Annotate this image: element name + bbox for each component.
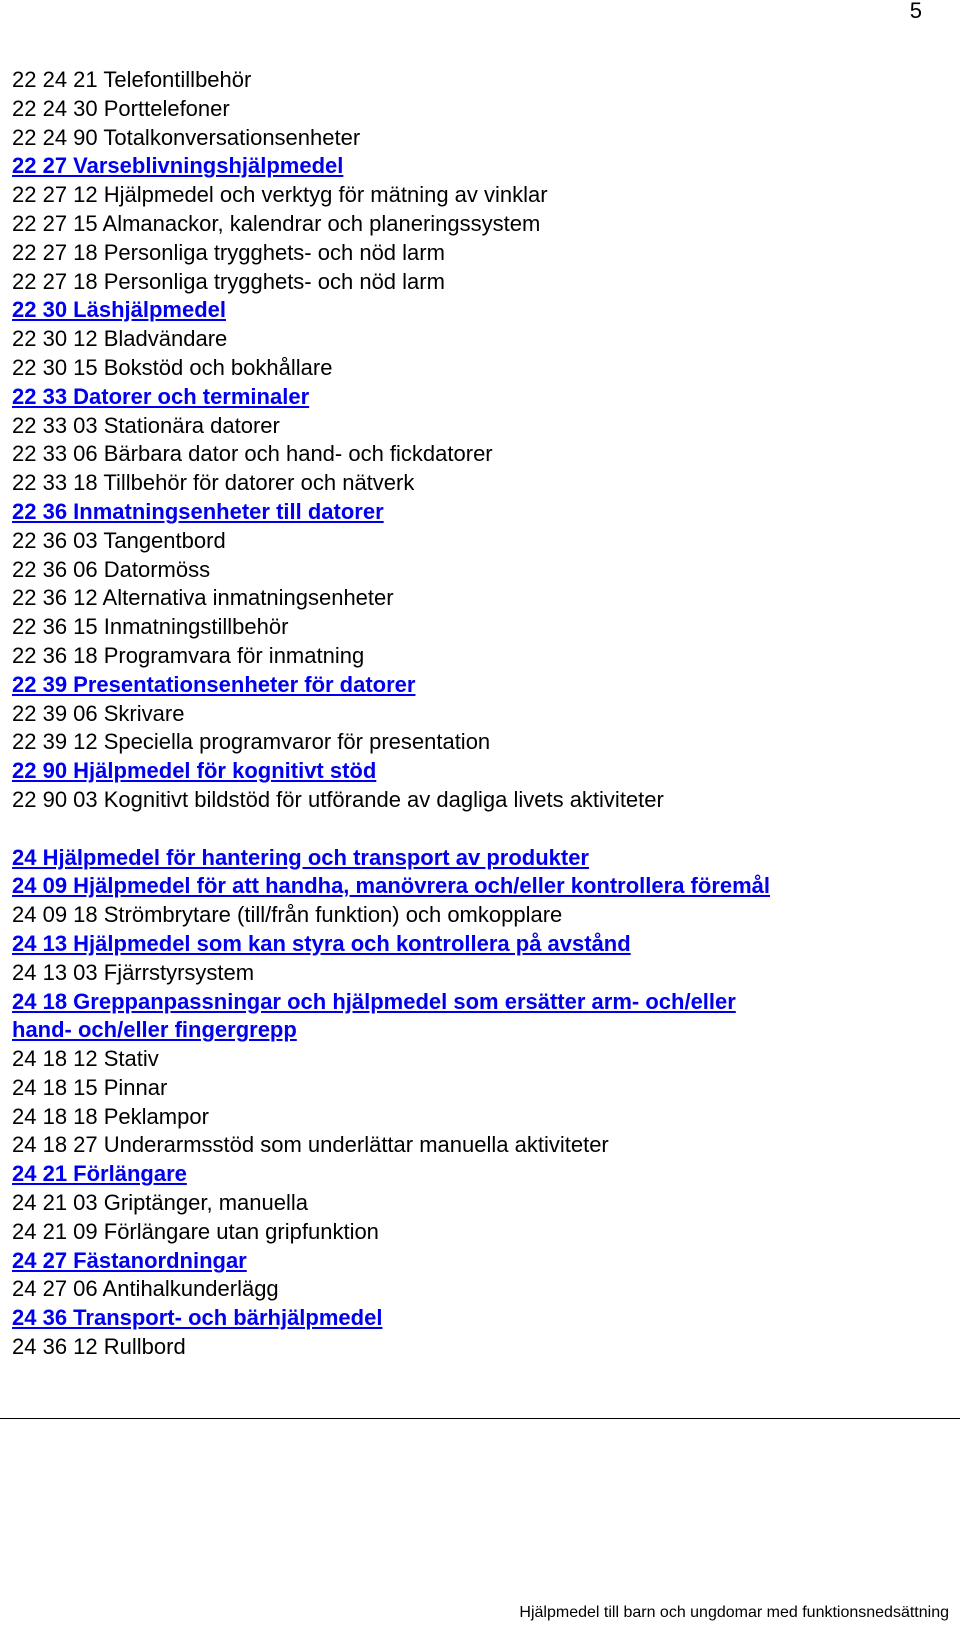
list-item: 22 33 06 Bärbara dator och hand- och fickdatorer [12,441,493,467]
list-item: 22 39 06 Skrivare [12,700,185,726]
list-item: 24 13 03 Fjärrstyrsystem [12,959,255,985]
list-item: 24 18 27 Underarmsstöd som underlättar manuella aktiviteter [12,1132,609,1158]
heading-link[interactable]: 22 30 Läshjälpmedel [12,297,226,323]
list-item: 24 09 18 Strömbrytare (till/från funktion) och omkopplare [12,902,563,928]
list-item: 22 27 18 Personliga trygghets- och nöd larm [12,268,445,294]
section-22-list [12,66,912,815]
list-item: 22 36 03 Tangentbord [12,527,226,553]
heading-link[interactable]: 22 33 Datorer och terminaler [12,383,310,409]
list-item: 22 24 21 Telefontillbehör [12,67,252,92]
list-item: 24 18 18 Peklampor [12,1103,209,1129]
list-item: 22 33 03 Stationära datorer [12,412,280,438]
category-list [12,66,912,1362]
section-spacer [12,815,912,844]
list-item: 22 36 18 Programvara för inmatning [12,642,365,668]
list-item: 22 24 90 Totalkonversationsenheter [12,124,361,150]
heading-link[interactable]: 22 27 Varseblivningshjälpmedel [12,153,344,179]
heading-link[interactable]: 22 90 Hjälpmedel för kognitivt stöd [12,758,377,784]
heading-link[interactable]: 24 Hjälpmedel för hantering och transport av produkter [12,844,589,870]
list-item: 22 27 15 Almanackor, kalendrar och planeringssystem [12,210,541,236]
list-item: 22 30 15 Bokstöd och bokhållare [12,354,333,380]
list-item: 22 24 30 Porttelefoner [12,95,230,121]
list-item: 24 18 12 Stativ [12,1046,159,1072]
list-item: 24 36 12 Rullbord [12,1334,186,1360]
list-item: 22 39 12 Speciella programvaror för presentation [12,729,491,755]
heading-link[interactable]: 24 21 Förlängare [12,1161,187,1187]
heading-link[interactable]: 22 36 Inmatningsenheter till datorer [12,498,384,524]
list-item: 24 27 06 Antihalkunderlägg [12,1276,279,1302]
footer-text: Hjälpmedel till barn och ungdomar med funktionsnedsättning [519,1604,949,1621]
list-item: 24 18 15 Pinnar [12,1074,168,1100]
list-item: 22 27 18 Personliga trygghets- och nöd larm [12,239,445,265]
list-item: 22 27 12 Hjälpmedel och verktyg för mätning av vinklar [12,182,548,208]
list-item: 22 30 12 Bladvändare [12,326,228,352]
heading-link[interactable]: 24 36 Transport- och bärhjälpmedel [12,1305,383,1331]
heading-link[interactable]: 24 18 Greppanpassningar och hjälpmedel som ersätter arm- och/eller hand- och/eller fingergrepp [12,988,736,1043]
page-number: 5 [909,0,922,23]
list-item: 24 21 09 Förlängare utan gripfunktion [12,1218,379,1244]
list-item: 22 36 15 Inmatningstillbehör [12,614,289,640]
heading-link[interactable]: 22 39 Presentationsenheter för datorer [12,671,416,697]
list-item: 22 90 03 Kognitivt bildstöd för utförande av dagliga livets aktiviteter [12,786,664,812]
list-item: 24 21 03 Griptänger, manuella [12,1190,308,1216]
heading-link[interactable]: 24 13 Hjälpmedel som kan styra och kontrollera på avstånd [12,930,631,956]
list-item: 22 36 12 Alternativa inmatningsenheter [12,585,394,611]
list-item: 22 36 06 Datormöss [12,556,211,582]
list-item: 22 33 18 Tillbehör för datorer och nätverk [12,470,415,496]
divider [0,1418,960,1419]
heading-link[interactable]: 24 27 Fästanordningar [12,1247,247,1273]
heading-link[interactable]: 24 09 Hjälpmedel för att handha, manövrera och/eller kontrollera föremål [12,873,771,899]
section-24-list [12,844,912,1362]
